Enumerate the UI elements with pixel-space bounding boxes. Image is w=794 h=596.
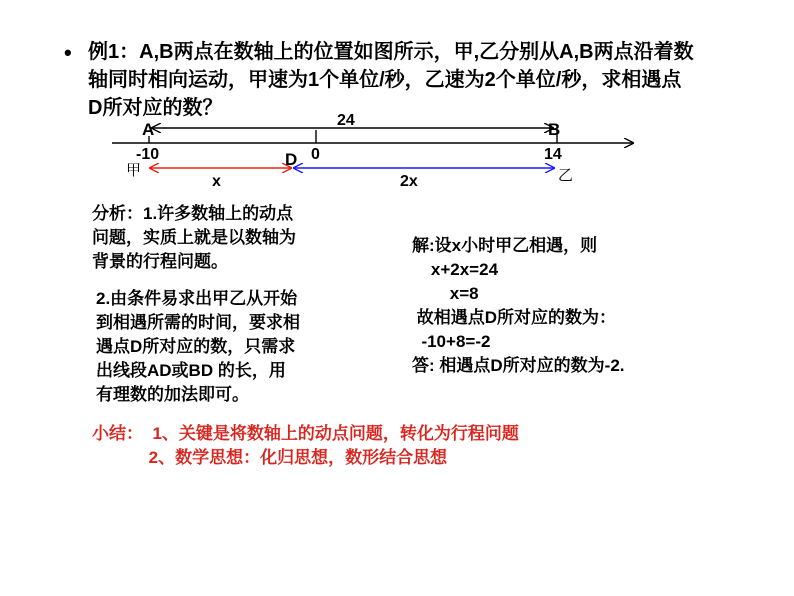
bullet-point: • xyxy=(64,40,72,65)
solution-line-4: 故相遇点D所对应的数为： xyxy=(412,308,616,327)
label-point-d: D xyxy=(285,150,298,169)
summary-line-2: 2、数学思想：化归思想，数形结合思想 xyxy=(92,448,448,467)
solution-line-1: 解:设x小时甲乙相遇，则 xyxy=(412,236,598,255)
summary-block xyxy=(92,422,692,470)
solution-block xyxy=(412,234,732,378)
label-person-b: 乙 xyxy=(558,166,574,184)
solution-line-5: -10+8=-2 xyxy=(412,332,491,351)
solution-line-6: 答: 相遇点D所对应的数为-2. xyxy=(412,356,625,375)
solution-line-3: x=8 xyxy=(412,284,479,303)
label-tick-b: 14 xyxy=(544,146,562,163)
analysis-part-2: 2.由条件易求出甲乙从开始 到相遇所需的时间，要求相 遇点D所对应的数，只需求 出线段AD或BD 的长，用 有理数的加法即可。 xyxy=(96,289,300,404)
analysis-part-1: 分析：1.许多数轴上的动点 问题，实质上就是以数轴为 背景的行程问题。 xyxy=(92,204,296,271)
solution-line-2: x+2x=24 xyxy=(412,260,499,279)
problem-line-3: D所对应的数？ xyxy=(88,97,223,119)
label-point-b: B xyxy=(548,120,561,139)
problem-line-2: 轴同时相向运动，甲速为1个单位/秒，乙速为2个单位/秒，求相遇点 xyxy=(88,69,682,91)
label-tick-a: -10 xyxy=(136,146,160,163)
label-person-a: 甲 xyxy=(126,161,142,179)
label-seg-2x: 2x xyxy=(400,173,418,190)
label-tick-zero: 0 xyxy=(311,146,320,163)
problem-line-1: 例1：A,B两点在数轴上的位置如图所示，甲,乙分别从A,B两点沿着数 xyxy=(88,41,694,63)
number-line-diagram xyxy=(0,0,794,200)
label-distance: 24 xyxy=(337,112,355,129)
summary-line-1: 小结： 1、关键是将数轴上的动点问题，转化为行程问题 xyxy=(92,424,519,443)
label-seg-x: x xyxy=(212,173,221,190)
label-point-a: A xyxy=(142,120,155,139)
